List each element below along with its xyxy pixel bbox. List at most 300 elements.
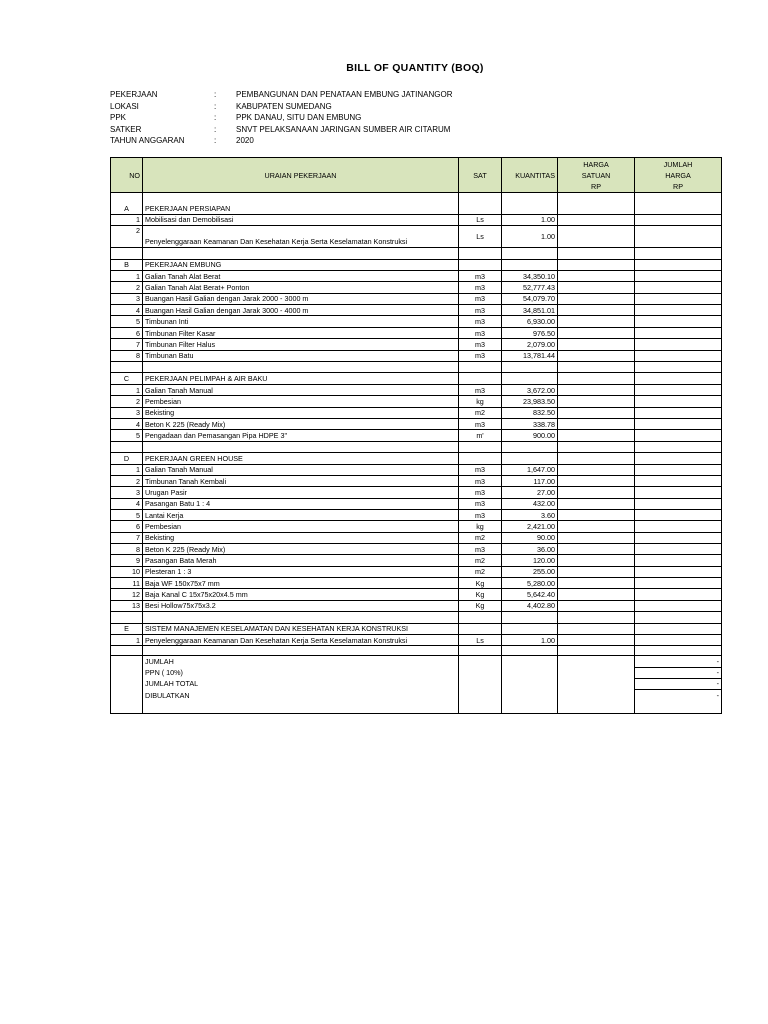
item-jumlah-harga xyxy=(635,430,722,441)
item-jumlah-harga xyxy=(635,589,722,600)
empty-cell xyxy=(558,701,635,714)
item-uraian: Pembesian xyxy=(143,396,459,407)
item-harga-satuan xyxy=(558,543,635,554)
item-harga-satuan xyxy=(558,327,635,338)
item-jumlah-harga xyxy=(635,475,722,486)
empty-cell xyxy=(143,701,459,714)
meta-label: LOKASI xyxy=(110,101,139,111)
meta-row xyxy=(110,112,452,124)
item-harga-satuan xyxy=(558,226,635,248)
item-harga-satuan xyxy=(558,282,635,293)
item-harga-satuan xyxy=(558,316,635,327)
meta-row xyxy=(110,101,452,113)
item-sat: m3 xyxy=(459,293,502,304)
item-qty: 13,781.44 xyxy=(502,350,558,361)
item-jumlah-harga xyxy=(635,316,722,327)
item-sat: m3 xyxy=(459,384,502,395)
item-uraian: Timbunan Batu xyxy=(143,350,459,361)
empty-cell xyxy=(111,701,143,714)
item-sat: m2 xyxy=(459,407,502,418)
item-no: 6 xyxy=(111,327,143,338)
empty-cell xyxy=(635,361,722,373)
item-harga-satuan xyxy=(558,635,635,646)
summary-value: - xyxy=(635,656,722,667)
empty-cell xyxy=(502,259,558,270)
item-uraian: Bekisting xyxy=(143,532,459,543)
item-sat: m2 xyxy=(459,555,502,566)
empty-cell xyxy=(502,656,558,667)
item-harga-satuan xyxy=(558,487,635,498)
empty-cell xyxy=(459,453,502,464)
meta-value: SNVT PELAKSANAAN JARINGAN SUMBER AIR CITARUM xyxy=(236,124,451,134)
empty-cell xyxy=(111,667,143,678)
item-row xyxy=(111,282,722,293)
item-row xyxy=(111,214,722,225)
empty-cell xyxy=(558,656,635,667)
item-sat: m2 xyxy=(459,566,502,577)
item-row xyxy=(111,555,722,566)
item-jumlah-harga xyxy=(635,384,722,395)
item-harga-satuan xyxy=(558,418,635,429)
empty-cell xyxy=(635,646,722,656)
meta-label: TAHUN ANGGARAN xyxy=(110,136,185,146)
item-qty: 90.00 xyxy=(502,532,558,543)
empty-cell xyxy=(558,259,635,270)
empty-cell xyxy=(502,646,558,656)
item-row xyxy=(111,464,722,475)
section-row xyxy=(111,259,722,270)
item-qty: 1,647.00 xyxy=(502,464,558,475)
empty-cell xyxy=(635,203,722,214)
item-jumlah-harga xyxy=(635,293,722,304)
item-qty: 6,930.00 xyxy=(502,316,558,327)
section-code: C xyxy=(111,373,143,384)
item-jumlah-harga xyxy=(635,350,722,361)
empty-cell xyxy=(558,361,635,373)
meta-colon: : xyxy=(214,124,217,134)
section-code: D xyxy=(111,453,143,464)
item-jumlah-harga xyxy=(635,396,722,407)
item-uraian: Penyelenggaraan Keamanan Dan Kesehatan Kerja Serta Keselamatan Konstruksi xyxy=(143,635,459,646)
item-qty: 4,402.80 xyxy=(502,600,558,611)
item-row xyxy=(111,475,722,486)
section-title: PEKERJAAN EMBUNG xyxy=(143,259,459,270)
item-harga-satuan xyxy=(558,475,635,486)
item-harga-satuan xyxy=(558,577,635,588)
item-row xyxy=(111,339,722,350)
table-header xyxy=(111,158,722,193)
spacer-row xyxy=(111,612,722,624)
item-uraian: Galian Tanah Alat Berat+ Ponton xyxy=(143,282,459,293)
project-info xyxy=(110,89,452,147)
header-jumlah-harga xyxy=(635,158,722,193)
item-uraian: Pasangan Bata Merah xyxy=(143,555,459,566)
header-line: RP xyxy=(591,181,601,191)
item-no: 7 xyxy=(111,532,143,543)
item-harga-satuan xyxy=(558,271,635,282)
item-row xyxy=(111,407,722,418)
item-harga-satuan xyxy=(558,555,635,566)
item-row xyxy=(111,600,722,611)
spacer-row xyxy=(111,193,722,203)
item-qty: 1.00 xyxy=(502,635,558,646)
empty-cell xyxy=(558,453,635,464)
empty-cell xyxy=(558,667,635,678)
item-qty: 2,079.00 xyxy=(502,339,558,350)
item-uraian: Beton K 225 (Ready Mix) xyxy=(143,418,459,429)
boq-table xyxy=(110,157,722,714)
item-row xyxy=(111,350,722,361)
summary-row xyxy=(111,656,722,667)
item-row xyxy=(111,543,722,554)
empty-cell xyxy=(558,612,635,624)
item-uraian: Urugan Pasir xyxy=(143,487,459,498)
summary-value: - xyxy=(635,678,722,689)
item-sat: m2 xyxy=(459,532,502,543)
item-qty: 34,851.01 xyxy=(502,305,558,316)
item-jumlah-harga xyxy=(635,555,722,566)
item-uraian: Beton K 225 (Ready Mix) xyxy=(143,543,459,554)
item-uraian: Baja Kanal C 15x75x20x4.5 mm xyxy=(143,589,459,600)
item-no: 1 xyxy=(111,384,143,395)
item-sat: m3 xyxy=(459,464,502,475)
item-qty: 2,421.00 xyxy=(502,521,558,532)
summary-label: PPN ( 10%) xyxy=(143,667,459,678)
item-sat: m3 xyxy=(459,475,502,486)
empty-cell xyxy=(502,667,558,678)
item-jumlah-harga xyxy=(635,339,722,350)
item-no: 9 xyxy=(111,555,143,566)
item-no: 8 xyxy=(111,543,143,554)
item-uraian: Baja WF 150x75x7 mm xyxy=(143,577,459,588)
item-jumlah-harga xyxy=(635,214,722,225)
meta-label: PEKERJAAN xyxy=(110,90,158,99)
meta-row xyxy=(110,124,452,136)
item-harga-satuan xyxy=(558,509,635,520)
empty-cell xyxy=(502,678,558,689)
item-qty: 1.00 xyxy=(502,214,558,225)
empty-cell xyxy=(459,646,502,656)
item-jumlah-harga xyxy=(635,600,722,611)
empty-cell xyxy=(502,623,558,634)
empty-cell xyxy=(459,656,502,667)
item-uraian: Lantai Kerja xyxy=(143,509,459,520)
item-sat: kg xyxy=(459,521,502,532)
empty-cell xyxy=(635,612,722,624)
summary-value: - xyxy=(635,690,722,701)
item-sat: Ls xyxy=(459,635,502,646)
empty-cell xyxy=(558,690,635,701)
item-no: 2 xyxy=(111,475,143,486)
empty-cell xyxy=(635,623,722,634)
header-sat: SAT xyxy=(459,158,502,193)
item-qty: 3,672.00 xyxy=(502,384,558,395)
empty-cell xyxy=(459,248,502,260)
item-uraian: Penyelenggaraan Keamanan Dan Kesehatan Kerja Serta Keselamatan Konstruksi xyxy=(143,226,459,248)
section-title: PEKERJAAN PERSIAPAN xyxy=(143,203,459,214)
summary-row xyxy=(111,678,722,689)
item-sat: m3 xyxy=(459,498,502,509)
meta-colon: : xyxy=(214,113,217,123)
item-uraian: Timbunan Filter Kasar xyxy=(143,327,459,338)
empty-cell xyxy=(111,690,143,701)
item-uraian: Besi Hollow75x75x3.2 xyxy=(143,600,459,611)
empty-cell xyxy=(111,646,143,656)
item-qty: 900.00 xyxy=(502,430,558,441)
item-uraian: Buangan Hasil Galian dengan Jarak 2000 - 3000 m xyxy=(143,293,459,304)
item-jumlah-harga xyxy=(635,498,722,509)
empty-cell xyxy=(111,361,143,373)
item-qty: 1.00 xyxy=(502,226,558,248)
summary-row xyxy=(111,667,722,678)
item-qty: 255.00 xyxy=(502,566,558,577)
meta-row xyxy=(110,89,452,101)
empty-cell xyxy=(558,193,635,203)
section-row xyxy=(111,373,722,384)
item-no: 3 xyxy=(111,293,143,304)
empty-cell xyxy=(459,361,502,373)
empty-cell xyxy=(459,623,502,634)
empty-cell xyxy=(558,441,635,453)
item-harga-satuan xyxy=(558,464,635,475)
item-uraian: Buangan Hasil Galian dengan Jarak 3000 - 4000 m xyxy=(143,305,459,316)
item-no: 13 xyxy=(111,600,143,611)
empty-cell xyxy=(111,248,143,260)
item-sat: m3 xyxy=(459,418,502,429)
item-harga-satuan xyxy=(558,407,635,418)
item-sat: m3 xyxy=(459,339,502,350)
empty-cell xyxy=(558,623,635,634)
item-uraian: Pembesian xyxy=(143,521,459,532)
header-line: HARGA xyxy=(665,170,691,180)
item-qty: 34,350.10 xyxy=(502,271,558,282)
item-qty: 120.00 xyxy=(502,555,558,566)
item-uraian: Pengadaan dan Pemasangan Pipa HDPE 3" xyxy=(143,430,459,441)
item-row xyxy=(111,635,722,646)
empty-cell xyxy=(459,612,502,624)
item-no: 5 xyxy=(111,509,143,520)
item-jumlah-harga xyxy=(635,577,722,588)
item-qty: 432.00 xyxy=(502,498,558,509)
item-uraian: Mobilisasi dan Demobilisasi xyxy=(143,214,459,225)
item-sat: m3 xyxy=(459,487,502,498)
empty-cell xyxy=(635,701,722,714)
item-no: 12 xyxy=(111,589,143,600)
item-qty: 23,983.50 xyxy=(502,396,558,407)
item-qty: 27.00 xyxy=(502,487,558,498)
item-jumlah-harga xyxy=(635,226,722,248)
item-qty: 976.50 xyxy=(502,327,558,338)
section-title: PEKERJAAN PELIMPAH & AIR BAKU xyxy=(143,373,459,384)
item-no: 5 xyxy=(111,430,143,441)
item-sat: m3 xyxy=(459,543,502,554)
meta-value: PPK DANAU, SITU DAN EMBUNG xyxy=(236,113,362,123)
item-uraian: Galian Tanah Alat Berat xyxy=(143,271,459,282)
item-row xyxy=(111,384,722,395)
empty-cell xyxy=(111,193,143,203)
item-sat: Kg xyxy=(459,577,502,588)
item-sat: m3 xyxy=(459,271,502,282)
empty-cell xyxy=(502,373,558,384)
summary-value: - xyxy=(635,667,722,678)
item-harga-satuan xyxy=(558,600,635,611)
item-no: 11 xyxy=(111,577,143,588)
item-qty: 117.00 xyxy=(502,475,558,486)
empty-cell xyxy=(459,701,502,714)
item-row xyxy=(111,327,722,338)
item-uraian: Plesteran 1 : 3 xyxy=(143,566,459,577)
item-no: 7 xyxy=(111,339,143,350)
summary-label: JUMLAH TOTAL xyxy=(143,678,459,689)
item-harga-satuan xyxy=(558,532,635,543)
item-row xyxy=(111,577,722,588)
summary-label: JUMLAH xyxy=(143,656,459,667)
item-harga-satuan xyxy=(558,589,635,600)
item-no: 3 xyxy=(111,487,143,498)
item-uraian: Timbunan Filter Halus xyxy=(143,339,459,350)
item-harga-satuan xyxy=(558,339,635,350)
item-jumlah-harga xyxy=(635,566,722,577)
item-jumlah-harga xyxy=(635,282,722,293)
item-sat: m3 xyxy=(459,282,502,293)
item-row xyxy=(111,509,722,520)
item-row xyxy=(111,293,722,304)
section-code: A xyxy=(111,203,143,214)
item-sat: m3 xyxy=(459,327,502,338)
meta-colon: : xyxy=(214,90,217,99)
item-jumlah-harga xyxy=(635,487,722,498)
meta-label: SATKER xyxy=(110,124,142,134)
meta-value: 2020 xyxy=(236,136,254,146)
item-harga-satuan xyxy=(558,566,635,577)
meta-value: KABUPATEN SUMEDANG xyxy=(236,101,332,111)
meta-label: PPK xyxy=(110,113,127,123)
item-row xyxy=(111,418,722,429)
item-uraian: Galian Tanah Manual xyxy=(143,384,459,395)
item-jumlah-harga xyxy=(635,464,722,475)
item-no: 10 xyxy=(111,566,143,577)
empty-cell xyxy=(459,667,502,678)
item-qty: 36.00 xyxy=(502,543,558,554)
empty-cell xyxy=(558,248,635,260)
item-sat: m3 xyxy=(459,316,502,327)
meta-value: PEMBANGUNAN DAN PENATAAN EMBUNG JATINANGOR xyxy=(236,90,453,99)
item-sat: Ls xyxy=(459,226,502,248)
empty-cell xyxy=(502,690,558,701)
header-uraian: URAIAN PEKERJAAN xyxy=(143,158,459,193)
empty-cell xyxy=(143,248,459,260)
item-no: 6 xyxy=(111,521,143,532)
spacer-row xyxy=(111,361,722,373)
item-harga-satuan xyxy=(558,521,635,532)
item-harga-satuan xyxy=(558,305,635,316)
item-jumlah-harga xyxy=(635,271,722,282)
item-no: 2 xyxy=(111,226,143,248)
empty-cell xyxy=(143,193,459,203)
item-sat: Kg xyxy=(459,589,502,600)
empty-cell xyxy=(558,373,635,384)
item-sat: kg xyxy=(459,396,502,407)
empty-cell xyxy=(143,361,459,373)
empty-cell xyxy=(635,193,722,203)
empty-cell xyxy=(459,259,502,270)
item-no: 4 xyxy=(111,305,143,316)
item-qty: 832.50 xyxy=(502,407,558,418)
spacer-row xyxy=(111,248,722,260)
empty-cell xyxy=(143,612,459,624)
item-jumlah-harga xyxy=(635,509,722,520)
spacer-row xyxy=(111,441,722,453)
header-no: NO xyxy=(111,158,143,193)
empty-cell xyxy=(459,678,502,689)
empty-cell xyxy=(635,373,722,384)
empty-cell xyxy=(502,203,558,214)
meta-row xyxy=(110,135,452,147)
empty-cell xyxy=(502,248,558,260)
item-jumlah-harga xyxy=(635,407,722,418)
item-sat: m3 xyxy=(459,509,502,520)
item-row xyxy=(111,316,722,327)
item-no: 2 xyxy=(111,282,143,293)
section-title: PEKERJAAN GREEN HOUSE xyxy=(143,453,459,464)
item-no: 3 xyxy=(111,407,143,418)
header-line: SATUAN xyxy=(581,170,611,180)
empty-cell xyxy=(502,612,558,624)
empty-cell xyxy=(111,612,143,624)
empty-cell xyxy=(111,441,143,453)
empty-cell xyxy=(502,453,558,464)
section-title: SISTEM MANAJEMEN KESELAMATAN DAN KESEHATAN KERJA KONSTRUKSI xyxy=(143,623,459,634)
item-row xyxy=(111,271,722,282)
item-no: 1 xyxy=(111,635,143,646)
item-row xyxy=(111,498,722,509)
meta-colon: : xyxy=(214,101,217,111)
item-uraian: Timbunan Inti xyxy=(143,316,459,327)
item-uraian: Galian Tanah Manual xyxy=(143,464,459,475)
empty-cell xyxy=(635,441,722,453)
item-row xyxy=(111,487,722,498)
item-qty: 3.60 xyxy=(502,509,558,520)
empty-cell xyxy=(558,678,635,689)
item-sat: m3 xyxy=(459,305,502,316)
empty-cell xyxy=(635,248,722,260)
empty-cell xyxy=(459,203,502,214)
item-sat: m3 xyxy=(459,350,502,361)
empty-cell xyxy=(111,678,143,689)
section-code: E xyxy=(111,623,143,634)
item-uraian: Timbunan Tanah Kembali xyxy=(143,475,459,486)
item-qty: 5,642.40 xyxy=(502,589,558,600)
item-no: 1 xyxy=(111,464,143,475)
header-harga-satuan xyxy=(558,158,635,193)
empty-cell xyxy=(459,373,502,384)
item-jumlah-harga xyxy=(635,327,722,338)
item-row xyxy=(111,589,722,600)
meta-colon: : xyxy=(214,136,217,146)
item-harga-satuan xyxy=(558,293,635,304)
empty-cell xyxy=(558,646,635,656)
item-uraian: Bekisting xyxy=(143,407,459,418)
item-qty: 338.78 xyxy=(502,418,558,429)
summary-label: DIBULATKAN xyxy=(143,690,459,701)
item-no: 2 xyxy=(111,396,143,407)
section-row xyxy=(111,203,722,214)
empty-cell xyxy=(111,656,143,667)
item-row xyxy=(111,226,722,248)
item-row xyxy=(111,430,722,441)
empty-cell xyxy=(143,646,459,656)
item-jumlah-harga xyxy=(635,532,722,543)
